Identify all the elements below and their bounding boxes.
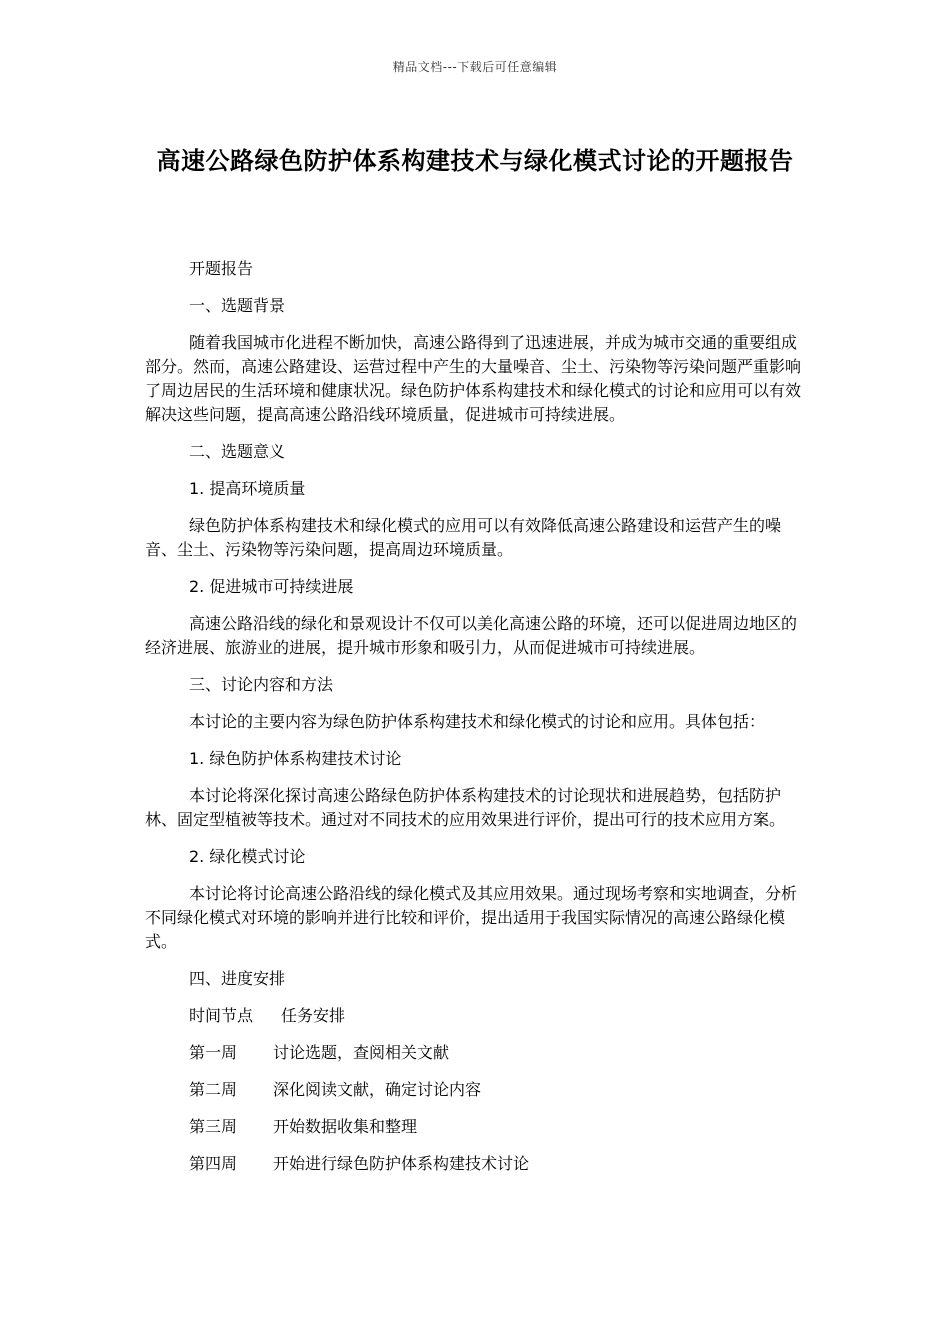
content-heading: 三、讨论内容和方法	[189, 675, 334, 694]
schedule-heading: 四、进度安排	[189, 969, 286, 988]
background-heading: 一、选题背景	[189, 296, 286, 315]
schedule-col-time: 时间节点	[189, 1006, 254, 1025]
significance-2-heading: 2. 促进城市可持续进展	[189, 577, 354, 596]
schedule-header-row	[145, 1004, 810, 1028]
schedule-week: 第四周	[189, 1154, 238, 1173]
schedule-col-task: 任务安排	[281, 1006, 346, 1025]
schedule-row	[145, 1078, 810, 1102]
schedule-task: 讨论选题，查阅相关文献	[273, 1043, 450, 1062]
schedule-task: 开始进行绿色防护体系构建技术讨论	[273, 1154, 530, 1173]
schedule-week: 第一周	[189, 1043, 238, 1062]
content-intro: 本讨论的主要内容为绿色防护体系构建技术和绿化模式的讨论和应用。具体包括：	[189, 712, 766, 731]
content-1-heading: 1. 绿色防护体系构建技术讨论	[189, 749, 402, 768]
significance-2-paragraph: 高速公路沿线的绿化和景观设计不仅可以美化高速公路的环境，还可以促进周边地区的经济进展、旅游业的进展，提升城市形象和吸引力，从而促进城市可持续进展。	[145, 614, 798, 657]
schedule-row	[145, 1152, 810, 1176]
background-paragraph: 随着我国城市化进程不断加快，高速公路得到了迅速进展，并成为城市交通的重要组成部分。然而，高速公路建设、运营过程中产生的大量噪音、尘土、污染物等污染问题严重影响了周边居民的生活环境和健康状况。绿色防护体系构建技术和绿化模式的讨论和应用可以有效解决这些问题，提高高速公路沿线环境质量，促进城市可持续进展。	[145, 333, 802, 424]
schedule-week: 第三周	[189, 1117, 238, 1136]
schedule-task: 深化阅读文献，确定讨论内容	[273, 1080, 482, 1099]
schedule-row	[145, 1115, 810, 1139]
schedule-task: 开始数据收集和整理	[273, 1117, 418, 1136]
schedule-row	[145, 1041, 810, 1065]
content-2-paragraph: 本讨论将讨论高速公路沿线的绿化模式及其应用效果。通过现场考察和实地调查，分析不同绿化模式对环境的影响并进行比较和评价，提出适用于我国实际情况的高速公路绿化模式。	[145, 884, 798, 951]
significance-1-heading: 1. 提高环境质量	[189, 479, 306, 498]
content-2-heading: 2. 绿化模式讨论	[189, 847, 306, 866]
significance-heading: 二、选题意义	[189, 442, 286, 461]
schedule-week: 第二周	[189, 1080, 238, 1099]
report-label: 开题报告	[189, 259, 254, 278]
significance-1-paragraph: 绿色防护体系构建技术和绿化模式的应用可以有效降低高速公路建设和运营产生的噪音、尘土、污染物等污染问题，提高周边环境质量。	[145, 516, 782, 559]
document-body	[145, 257, 810, 1176]
document-title: 高速公路绿色防护体系构建技术与绿化模式讨论的开题报告	[156, 147, 794, 175]
header-note: 精品文档---下载后可任意编辑	[392, 60, 558, 74]
content-1-paragraph: 本讨论将深化探讨高速公路绿色防护体系构建技术的讨论现状和进展趋势，包括防护林、固定型植被等技术。通过对不同技术的应用效果进行评价，提出可行的技术应用方案。	[145, 786, 786, 829]
